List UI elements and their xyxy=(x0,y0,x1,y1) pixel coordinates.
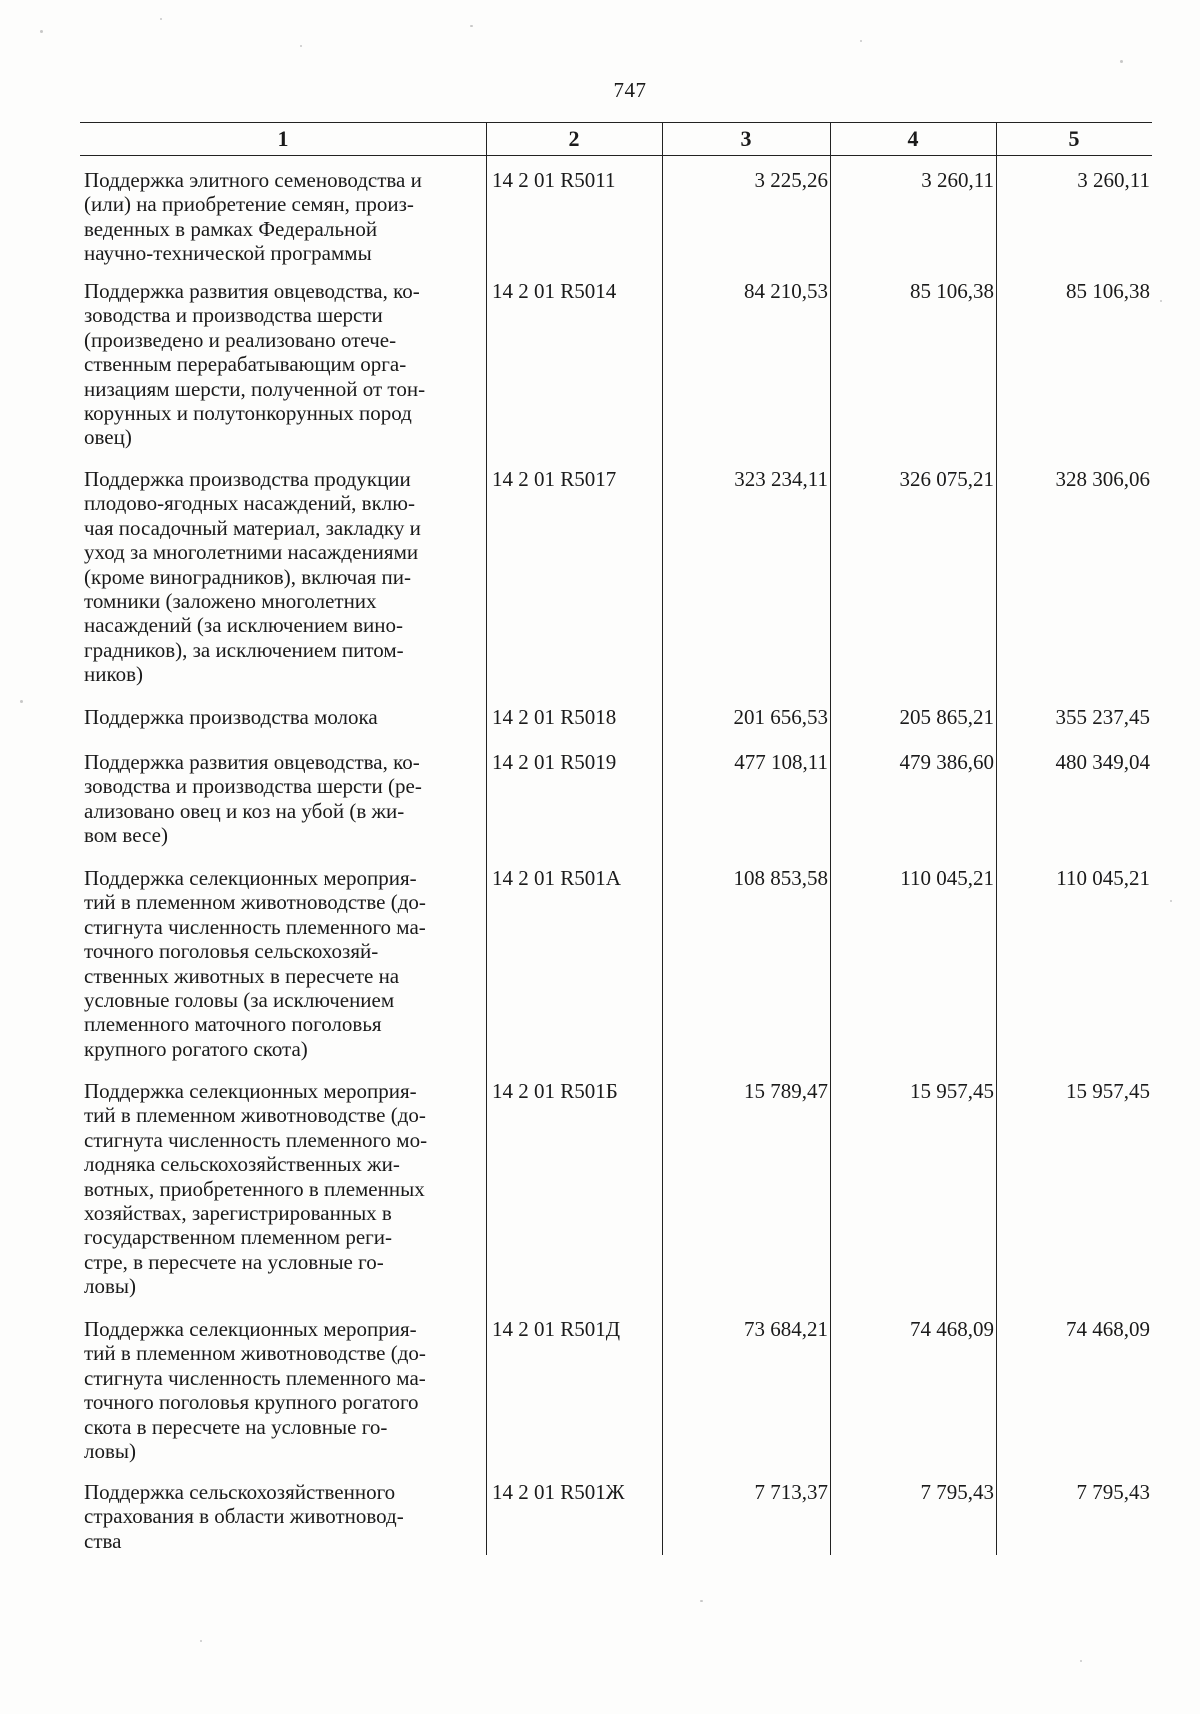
row-name: Поддержка селекционных мероприя- тий в племенном животноводстве (до- стигнута численность племенного ма- точного поголовья сельскохозяй- ственных животных в пересчете на условные головы (за исключением племенного маточного поголовья крупного рогатого скота) xyxy=(84,866,426,1061)
table-row xyxy=(80,279,1152,450)
row-code: 14 2 01 R501Д xyxy=(492,1317,621,1341)
row-value-3: 3 225,26 xyxy=(754,168,828,192)
row-value-4: 3 260,11 xyxy=(921,168,994,192)
row-value-4: 326 075,21 xyxy=(899,467,994,491)
header-col-4: 4 xyxy=(907,126,919,151)
page-number: 747 xyxy=(613,78,647,102)
header-col-1: 1 xyxy=(277,126,289,151)
row-code: 14 2 01 R5014 xyxy=(492,279,617,303)
row-value-4: 205 865,21 xyxy=(899,705,994,729)
table-row xyxy=(80,1317,1152,1463)
row-code: 14 2 01 R5018 xyxy=(492,705,617,729)
row-value-4: 85 106,38 xyxy=(910,279,994,303)
table-row xyxy=(80,467,1152,687)
table-row xyxy=(80,750,1152,848)
row-code: 14 2 01 R5019 xyxy=(492,750,617,774)
row-code: 14 2 01 R5011 xyxy=(492,168,616,192)
row-name: Поддержка селекционных мероприя- тий в племенном животноводстве (до- стигнута численность племенного мо- лодняка сельскохозяйственных жи- вотных, приобретенного в племенных хозяйствах, зарегистрированных в государственном племенном реги- стре, в пересчете на условные го- ловы) xyxy=(84,1079,428,1299)
budget-table xyxy=(80,122,1152,1553)
row-value-4: 7 795,43 xyxy=(920,1480,994,1504)
row-name: Поддержка развития овцеводства, ко- зоводства и производства шерсти (произведено и реализовано отече- ственным перерабатывающим орга- низациям шерсти, полученной от тон- корунных и полутонкорунных пород овец) xyxy=(84,279,426,450)
header-col-5: 5 xyxy=(1068,126,1080,151)
row-value-3: 477 108,11 xyxy=(734,750,828,774)
header-col-2: 2 xyxy=(568,126,580,151)
row-code: 14 2 01 R501Б xyxy=(492,1079,618,1103)
row-name: Поддержка производства молока xyxy=(84,705,378,729)
row-value-3: 323 234,11 xyxy=(734,467,828,491)
row-value-5: 480 349,04 xyxy=(1055,750,1150,774)
row-name: Поддержка элитного семеноводства и (или) на приобретение семян, произ- веденных в рамках Федеральной научно-технической программы xyxy=(84,168,422,266)
row-code: 14 2 01 R501Ж xyxy=(492,1480,625,1504)
row-value-4: 479 386,60 xyxy=(899,750,994,774)
row-value-3: 73 684,21 xyxy=(744,1317,828,1341)
row-code: 14 2 01 R501А xyxy=(492,866,621,890)
row-value-5: 110 045,21 xyxy=(1056,866,1150,890)
row-value-3: 15 789,47 xyxy=(744,1079,828,1103)
table-row xyxy=(80,1079,1152,1299)
row-name: Поддержка производства продукции плодово-ягодных насаждений, вклю- чая посадочный материал, закладку и уход за многолетними насаждениями (кроме виноградников), включая пи- томники (заложено многолетних насаждений (за исключением вино- градников), за исключением питом- ников) xyxy=(84,467,421,687)
row-value-3: 84 210,53 xyxy=(744,279,828,303)
row-value-4: 74 468,09 xyxy=(910,1317,994,1341)
row-name: Поддержка развития овцеводства, ко- зоводства и производства шерсти (ре- ализовано овец и коз на убой (в жи- вом весе) xyxy=(84,750,422,848)
row-value-4: 15 957,45 xyxy=(910,1079,994,1103)
row-value-5: 7 795,43 xyxy=(1076,1480,1150,1504)
row-value-5: 85 106,38 xyxy=(1066,279,1150,303)
table-row xyxy=(80,705,1152,729)
row-value-5: 355 237,45 xyxy=(1055,705,1150,729)
row-value-3: 7 713,37 xyxy=(754,1480,828,1504)
row-value-5: 74 468,09 xyxy=(1066,1317,1150,1341)
table-header-row xyxy=(80,122,1152,156)
header-col-3: 3 xyxy=(740,126,752,151)
table-row xyxy=(80,1480,1152,1553)
row-value-5: 328 306,06 xyxy=(1055,467,1150,491)
row-value-5: 15 957,45 xyxy=(1066,1079,1150,1103)
row-value-4: 110 045,21 xyxy=(900,866,994,890)
table-row xyxy=(80,866,1152,1061)
row-value-5: 3 260,11 xyxy=(1077,168,1150,192)
row-code: 14 2 01 R5017 xyxy=(492,467,617,491)
table-row xyxy=(80,168,1152,266)
row-name: Поддержка селекционных мероприя- тий в племенном животноводстве (до- стигнута численность племенного ма- точного поголовья крупного рогатого скота в пересчете на условные го- ловы) xyxy=(84,1317,426,1464)
row-name: Поддержка сельскохозяйственного страхования в области животновод- ства xyxy=(84,1480,404,1553)
row-value-3: 108 853,58 xyxy=(733,866,828,890)
row-value-3: 201 656,53 xyxy=(733,705,828,729)
